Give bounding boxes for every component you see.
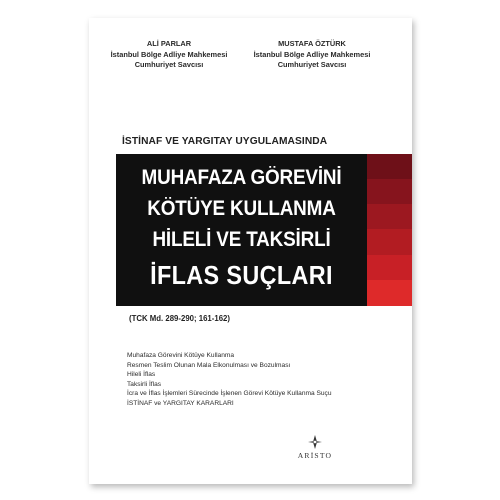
author-name: ALİ PARLAR xyxy=(146,39,192,48)
stripe-5 xyxy=(367,255,412,280)
book-title xyxy=(116,162,367,295)
publisher-name: ARİSTO xyxy=(297,451,333,460)
topic-item: Muhafaza Görevini Kötüye Kullanma xyxy=(127,352,235,359)
title-block xyxy=(116,154,367,306)
topic-item: Resmen Teslim Olunan Mala Elkonulması ve Bozulması xyxy=(127,361,291,369)
author-right xyxy=(252,39,372,71)
author-affiliation: İstanbul Bölge Adliye Mahkemesi xyxy=(110,49,228,59)
title-line-4: İFLAS SUÇLARI xyxy=(150,260,333,290)
author-name: MUSTAFA ÖZTÜRK xyxy=(278,39,346,48)
topic-item: İcra ve İflas İşlemleri Sürecinde İşlenen Görevi Kötüye Kullanma Suçu xyxy=(127,390,332,398)
author-affiliation: İstanbul Bölge Adliye Mahkemesi xyxy=(253,49,371,59)
topic-item: Hileli İflas xyxy=(127,371,156,379)
author-left xyxy=(109,39,229,71)
publisher-logo xyxy=(285,434,345,460)
book-subtitle: İSTİNAF VE YARGITAY UYGULAMASINDA xyxy=(122,136,328,147)
title-line-3: HİLELİ VE TAKSİRLİ xyxy=(152,228,331,251)
stripe-6 xyxy=(367,280,412,306)
topics-list xyxy=(127,351,332,409)
stripe-2 xyxy=(367,179,412,204)
stripe-4 xyxy=(367,229,412,255)
title-line-1: MUHAFAZA GÖREVİNİ xyxy=(141,166,342,189)
red-stripes xyxy=(367,154,412,306)
stripe-3 xyxy=(367,204,412,229)
compass-icon xyxy=(307,434,323,450)
author-title: Cumhuriyet Savcısı xyxy=(277,60,347,69)
topic-item: İSTİNAF ve YARGITAY KARARLARI xyxy=(127,399,234,407)
stripe-1 xyxy=(367,154,412,179)
book-cover xyxy=(89,18,412,484)
title-line-2: KÖTÜYE KULLANMA xyxy=(147,197,336,220)
law-reference: (TCK Md. 289-290; 161-162) xyxy=(129,314,230,323)
topic-item: Taksirli İflas xyxy=(127,380,162,388)
author-title: Cumhuriyet Savcısı xyxy=(134,60,204,69)
